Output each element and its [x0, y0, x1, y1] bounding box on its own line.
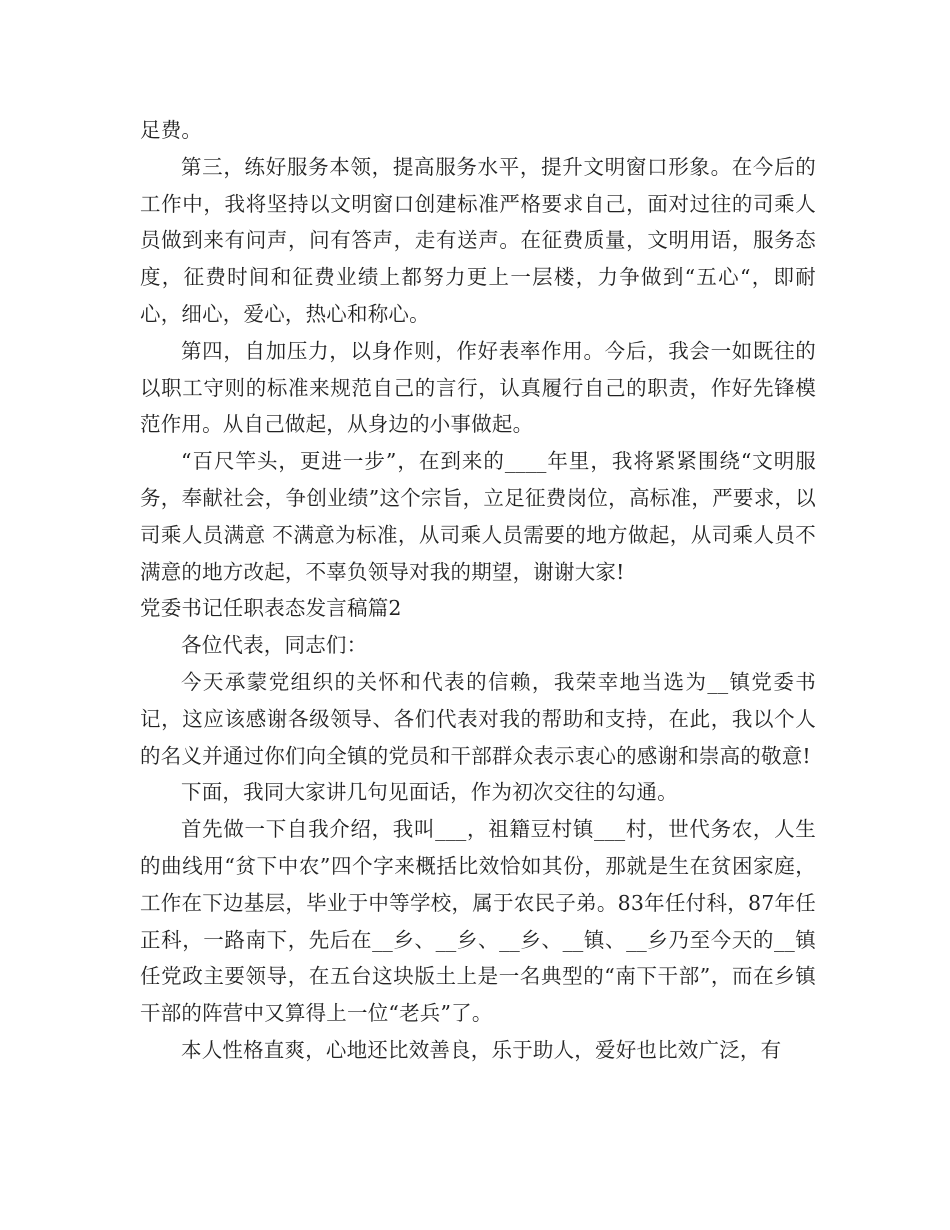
document-body	[140, 112, 816, 1069]
paragraph-greeting-intro: 下面，我同大家讲几句见面话，作为初次交往的勾通。	[181, 780, 678, 805]
paragraph-closing-pledge: “百尺竿头，更进一步”，在到来的____年里，我将紧紧围绕“文明服务，奉献社会，争创业绩”这个宗旨，立足征费岗位，高标准，严要求，以司乘人员满意 不满意为标准，从司乘人员需要的地方做起，从司乘人员不满意的地方改起，不辜负领导对我的期望，谢谢大家!	[140, 449, 816, 584]
paragraph-personality: 本人性格直爽，心地还比效善良，乐于助人，爱好也比效广泛，有	[181, 1037, 782, 1062]
paragraph-fee-ending: 足费。	[140, 118, 203, 142]
paragraph-third-point: 第三，练好服务本领，提高服务水平，提升文明窗口形象。在今后的工作中，我将坚持以文明窗口创建标准严格要求自己，面对过往的司乘人员做到来有问声，问有答声，走有送声。在征费质量，文明用语，服务态度，征费时间和征费业绩上都努力更上一层楼，力争做到“五心“，即耐心，细心，爱心，热心和称心。	[140, 154, 816, 326]
paragraph-fourth-point: 第四，自加压力，以身作则，作好表率作用。今后，我会一如既往的以职工守则的标准来规范自己的言行，认真履行自己的职责，作好先锋模范作用。从自己做起，从身边的小事做起。	[140, 338, 816, 437]
paragraph-self-introduction: 首先做一下自我介绍，我叫___，祖籍豆村镇___村，世代务农，人生的曲线用“贫下中农”四个字来概括比效恰如其份，那就是生在贫困家庭，工作在下边基层，毕业于中等学校，属于农民子弟。83年任付科，87年任正科，一路南下，先后在__乡、__乡、__乡、__镇、__乡乃至今天的__镇任党政主要领导，在五台这块版土上是一名典型的“南下干部”，而在乡镇干部的阵营中又算得上一位“老兵”了。	[140, 817, 816, 1026]
section-heading: 党委书记任职表态发言稿篇2	[140, 596, 402, 621]
paragraph-salutation: 各位代表，同志们：	[181, 633, 368, 658]
paragraph-thanks: 今天承蒙党组织的关怀和代表的信赖，我荣幸地当选为__镇党委书记，这应该感谢各级领导、各们代表对我的帮助和支持，在此，我以个人的名义并通过你们向全镇的党员和干部群众表示衷心的感谢和崇高的敬意!	[140, 669, 816, 768]
